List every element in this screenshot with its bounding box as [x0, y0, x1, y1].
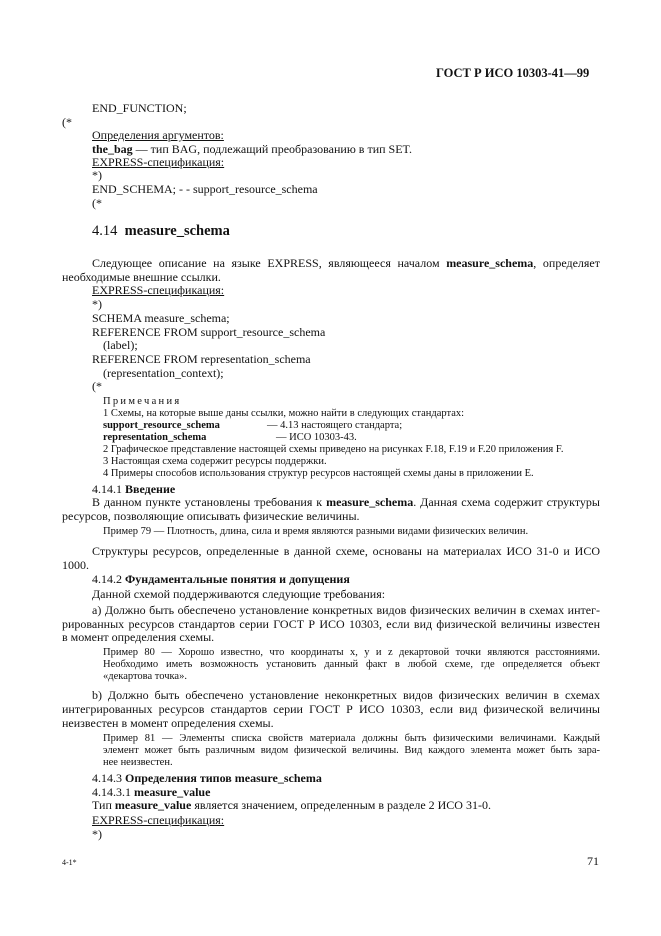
end-function-line: END_FUNCTION; [92, 101, 187, 115]
s4143-number: 4.14.3 [92, 771, 122, 785]
s41431-title: measure_value [134, 785, 211, 799]
intro-text-b: , определяет [533, 256, 600, 270]
note-2: 2 Графическое представление настоящей схемы приведено на рисунках F.18, F.19 и F.20 приложения F. [103, 444, 564, 455]
intro-text-a: Следующее описание на языке EXPRESS, являющееся началом [92, 256, 447, 270]
end-schema-line: END_SCHEMA; - - support_resource_schema [92, 182, 318, 196]
s41431-heading [92, 785, 210, 799]
express-label-1: EXPRESS-спецификация: [92, 155, 225, 169]
comment-close-3: *) [92, 827, 102, 841]
code-line: REFERENCE FROM support_resource_schema [92, 325, 326, 339]
page-number: 71 [587, 854, 599, 868]
mv-term: measure_value [114, 798, 192, 812]
running-header: ГОСТ Р ИСО 10303-41—99 [436, 66, 590, 80]
code-line: REFERENCE FROM representation_schema [92, 352, 311, 366]
req-a-line1: а) Должно быть обеспечено установление конкретных видов физических величин в схемах интег- [92, 603, 600, 617]
ref1-term: support_resource_schema [103, 420, 220, 431]
intro-term: measure_schema [446, 256, 534, 270]
s4141-para-1-line2: ресурсов, позволяющие описывать физические величины. [62, 509, 360, 523]
req-a-line2: рированных ресурсов стандартов серии ГОСТ Р ИСО 10303, если вид физической величины известен [62, 617, 600, 631]
example-80-line3: «декартова точка». [103, 671, 187, 682]
example-81-line3: нее неизвестен. [103, 757, 173, 768]
section-title: measure_schema [124, 223, 230, 239]
note-1: 1 Схемы, на которые выше даны ссылки, можно найти в следующих стандартах: [103, 408, 465, 419]
measure-value-para [92, 798, 491, 812]
ref1-desc: — 4.13 настоящего стандарта; [267, 420, 403, 431]
comment-close-2: *) [92, 297, 102, 311]
mv-text-a: Тип [92, 798, 115, 812]
note-4: 4 Примеры способов использования структур ресурсов настоящей схемы даны в приложении E. [103, 468, 534, 479]
the-bag-term: the_bag [92, 142, 133, 156]
the-bag-definition [92, 142, 412, 156]
code-line: (representation_context); [103, 366, 224, 380]
s4141-p1a: В данном пункте установлены требования к [92, 495, 327, 509]
example-81-line1: Пример 81 — Элементы списка свойств материала должны быть физическими величинами. Каждый [103, 733, 600, 744]
example-79: Пример 79 — Плотность, длина, сила и время являются разными видами физических величин. [103, 526, 529, 537]
comment-close-1: *) [92, 168, 102, 182]
express-label-3: EXPRESS-спецификация: [92, 813, 225, 827]
req-b-line1: b) Должно быть обеспечено установление неконкретных видов физических величин в схемах [92, 688, 600, 702]
the-bag-desc: — тип BAG, подлежащий преобразованию в тип SET. [132, 142, 412, 156]
req-b-line3: неизвестен в момент определения схемы. [62, 716, 274, 730]
example-80-line1: Пример 80 — Хорошо известно, что координаты x, y и z декартовой точки являются расстояниями. [103, 647, 600, 658]
note-3: 3 Настоящая схема содержит ресурсы поддержки. [103, 456, 327, 467]
intro-line-1 [92, 256, 600, 270]
req-b-line2: интегрированных ресурсов стандартов серии ГОСТ Р ИСО 10303, если вид физической величины [62, 702, 600, 716]
comment-open-2: (* [92, 196, 102, 210]
s4141-para-2: Структуры ресурсов, определенные в данной схеме, основаны на материалах ИСО 31-0 и ИСО [92, 544, 600, 558]
section-4-14-heading [92, 223, 230, 240]
s4142-title: Фундаментальные понятия и допущения [125, 572, 350, 586]
s4141-p1-term: measure_schema [326, 495, 414, 509]
example-81-line2: элемент может быть различным видом физической величины. Вид каждого элемента может быть зара- [103, 745, 600, 756]
s4141-para-2-line2: 1000. [62, 558, 89, 572]
express-label-2: EXPRESS-спецификация: [92, 283, 225, 297]
args-heading: Определения аргументов: [92, 128, 224, 142]
s4142-lead: Данной схемой поддерживаются следующие требования: [92, 587, 386, 601]
s4143-heading [92, 771, 322, 785]
s4143-title: Определения типов measure_schema [125, 771, 322, 785]
mv-text-b: является значением, определенным в разделе 2 ИСО 31-0. [191, 798, 491, 812]
s41431-number: 4.14.3.1 [92, 785, 131, 799]
s4141-p1b: . Данная схема содержит структуры [413, 495, 600, 509]
footer-signature: 4-1* [62, 858, 77, 867]
code-line: (label); [103, 338, 138, 352]
section-number: 4.14 [92, 223, 118, 239]
ref2-term: representation_schema [103, 432, 207, 443]
s4142-heading [92, 572, 350, 586]
s4141-number: 4.14.1 [92, 482, 122, 496]
s4141-heading [92, 482, 175, 496]
notes-heading: Примечания [103, 396, 182, 407]
intro-line-2: необходимые внешние ссылки. [62, 270, 221, 284]
s4141-para-1 [92, 495, 600, 509]
ref2-desc: — ИСО 10303-43. [276, 432, 357, 443]
s4142-number: 4.14.2 [92, 572, 122, 586]
req-a-line3: в момент определения схемы. [62, 630, 215, 644]
s4141-title: Введение [125, 482, 176, 496]
code-line: (* [92, 379, 102, 393]
example-80-line2: Необходимо иметь возможность установить данный факт в любой схеме, где определяется объект [103, 659, 600, 670]
code-line: SCHEMA measure_schema; [92, 311, 230, 325]
comment-open-line: (* [62, 115, 72, 129]
